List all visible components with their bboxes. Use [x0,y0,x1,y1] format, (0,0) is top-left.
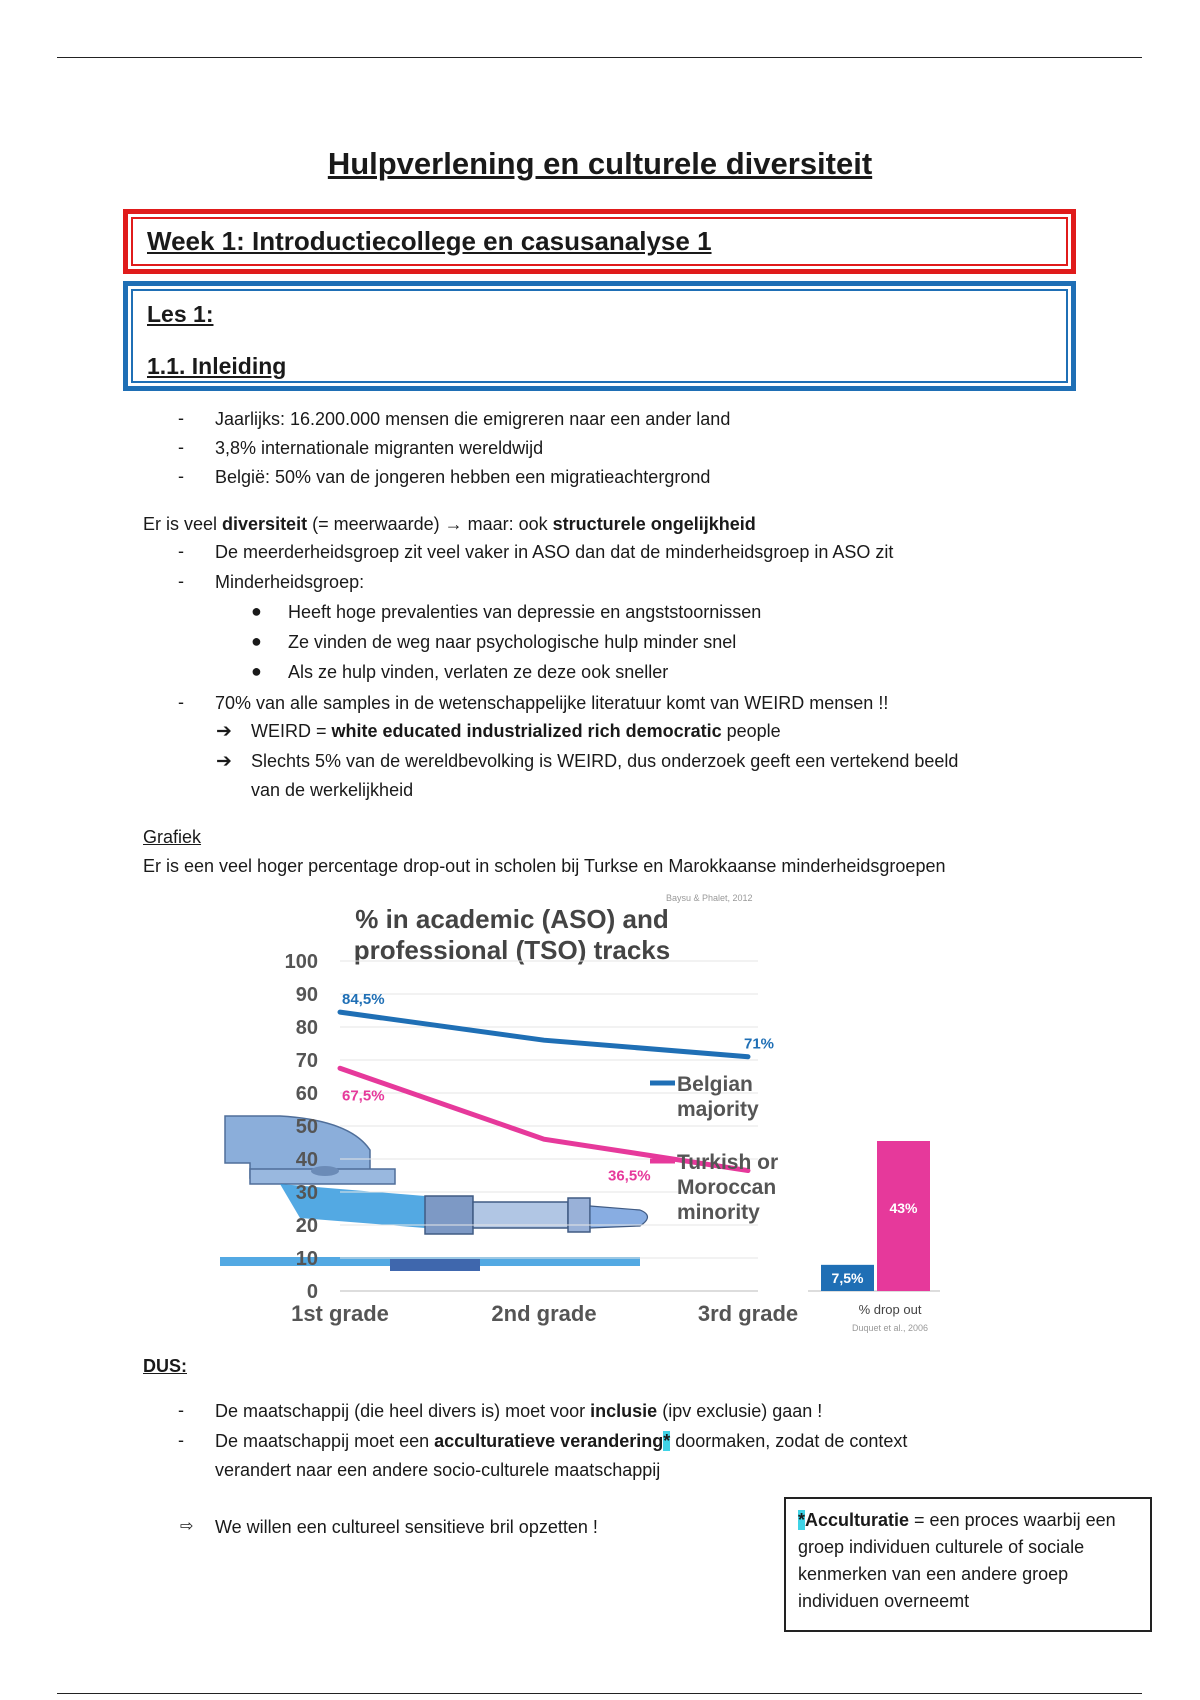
data-label: 67,5% [342,1087,385,1105]
bar-data-label: 7,5% [831,1269,864,1286]
data-label: 71% [744,1035,775,1053]
dus-bullet-line2: verandert naar een andere socio-culturele maatschappij [215,1460,661,1480]
dash-marker: - [178,1430,184,1450]
top-rule [57,57,1142,58]
diversity-bullet: De meerderheidsgroep zit veel vaker in ASO dan dat de minderheidsgroep in ASO zit [215,542,894,562]
arrow-icon: ➔ [216,721,232,742]
weird-note-line1: Slechts 5% van de wereldbevolking is WEIRD, dus onderzoek geeft een vertekend beeld [251,751,959,771]
dus-label: DUS: [143,1356,187,1376]
legend-label: majority [677,1098,759,1121]
dash-marker: - [178,541,184,561]
y-tick-label: 80 [295,1017,318,1039]
les-heading-box [123,281,1076,391]
dash-marker: - [178,571,184,591]
les-heading: Les 1: [147,301,214,327]
dus-bullet: De maatschappij moet een acculturatieve verandering* doormaken, zodat de context [215,1431,908,1451]
dus-bullet: De maatschappij (die heel divers is) moet voor inclusie (ipv exclusie) gaan ! [215,1401,823,1421]
acculturatie-note: *Acculturatie = een proces waarbij een groep individuen culturele of sociale kenmerken van een andere groep individuen overneemt [784,1497,1152,1632]
conclusion: We willen een cultureel sensitieve bril opzetten ! [215,1517,598,1537]
dash-marker: - [178,466,184,486]
y-tick-label: 40 [295,1149,318,1171]
bullet-marker: ● [251,661,262,681]
week-heading: Week 1: Introductiecollege en casusanalyse 1 [131,217,1068,266]
sub-bullet: Als ze hulp vinden, verlaten ze deze ook sneller [288,662,669,682]
x-tick-label: 1st grade [291,1301,389,1326]
bullet-marker: ● [251,601,262,621]
x-tick-label: 3rd grade [697,1301,799,1326]
dash-marker: - [178,1400,184,1420]
y-tick-label: 90 [295,984,318,1006]
diversity-bullet: Minderheidsgroep: [215,572,365,592]
y-tick-label: 20 [295,1215,318,1237]
y-tick-label: 0 [306,1281,318,1303]
grafiek-label: Grafiek [143,827,202,847]
week-heading-box [123,209,1076,274]
dash-marker: - [178,692,184,712]
legend-label: minority [677,1201,760,1224]
dash-marker: - [178,437,184,457]
y-tick-label: 70 [295,1050,318,1072]
chart-title-line1: % in academic (ASO) and [355,904,669,934]
legend-label: Turkish or [677,1151,779,1174]
y-tick-label: 100 [284,951,318,973]
intro-bullet: 3,8% internationale migranten wereldwijd [215,438,544,458]
data-label: 36,5% [608,1167,651,1185]
section-heading: 1.1. Inleiding [147,353,287,379]
y-tick-label: 10 [295,1248,318,1270]
bar-source: Duquet et al., 2006 [851,1323,929,1333]
diversity-line: Er is veel diversiteit (= meerwaarde) → maar: ook structurele ongelijkheid [143,514,756,534]
bullet-marker: ● [251,631,262,651]
arrow-icon: ➔ [216,751,232,772]
data-label: 84,5% [342,991,385,1009]
bar-x-label: % drop out [858,1302,922,1317]
sub-bullet: Heeft hoge prevalenties van depressie en angststoornissen [288,602,762,622]
dropout-chart [220,888,960,1348]
y-tick-label: 50 [295,1116,318,1138]
document-title: Hulpverlening en culturele diversiteit [327,146,873,181]
bottom-rule [57,1693,1142,1694]
bar-data-label: 43% [889,1200,918,1216]
grafiek-description: Er is een veel hoger percentage drop-out in scholen bij Turkse en Marokkaanse minderheidsgroepen [143,856,946,876]
legend-label: Moroccan [677,1176,777,1199]
weird-definition: WEIRD = white educated industrialized rich democratic people [251,721,781,741]
chart-source: Baysu & Phalet, 2012 [666,893,753,903]
dropout-bar [877,1141,930,1291]
dash-marker: - [178,408,184,428]
chart-title-line2: professional (TSO) tracks [353,935,671,965]
intro-bullet: Jaarlijks: 16.200.000 mensen die emigreren naar een ander land [215,409,731,429]
diversity-bullet: 70% van alle samples in de wetenschappelijke literatuur komt van WEIRD mensen !! [215,693,889,713]
x-tick-label: 2nd grade [491,1301,597,1326]
intro-bullet: België: 50% van de jongeren hebben een migratieachtergrond [215,467,711,487]
y-tick-label: 30 [295,1182,318,1204]
sub-bullet: Ze vinden de weg naar psychologische hulp minder snel [288,632,737,652]
legend-label: Belgian [677,1073,753,1096]
hollow-arrow-icon: ⇨ [180,1518,194,1535]
y-tick-label: 60 [295,1083,318,1105]
weird-note-line2: van de werkelijkheid [251,780,414,800]
